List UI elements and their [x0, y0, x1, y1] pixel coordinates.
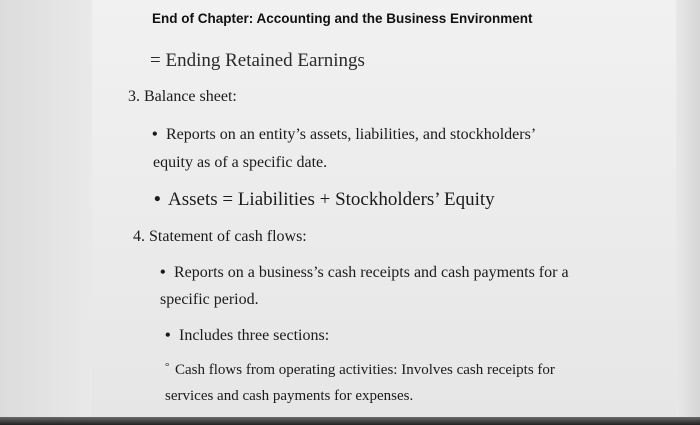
cash-flows-bullet-1	[160, 264, 569, 282]
bottom-shadow-strip	[0, 417, 700, 425]
accounting-equation-bullet	[154, 189, 495, 211]
balance-sheet-bullet-1-continued: equity as of a specific date.	[153, 154, 328, 171]
page-right-edge	[676, 0, 700, 425]
bullet-icon: •	[165, 327, 171, 344]
sub-bullet-text: Cash flows from operating activities: Involves cash receipts for	[175, 362, 555, 378]
cash-flows-bullet-1-continued: specific period.	[160, 291, 259, 308]
operating-activities-sub-bullet-continued: services and cash payments for expenses.	[165, 388, 414, 404]
cash-flows-bullet-2	[165, 327, 329, 345]
bullet-icon: •	[160, 264, 166, 281]
bullet-text: Assets = Liabilities + Stockholders’ Equity	[168, 189, 495, 210]
operating-activities-sub-bullet	[165, 362, 555, 379]
hollow-bullet-icon: °	[165, 361, 170, 373]
chapter-header: End of Chapter: Accounting and the Business Environment	[152, 11, 533, 26]
cash-flows-heading: 4. Statement of cash flows:	[133, 228, 307, 245]
balance-sheet-heading: 3. Balance sheet:	[128, 88, 237, 105]
bullet-text: Includes three sections:	[179, 327, 330, 344]
page-left-edge	[0, 0, 92, 425]
ending-retained-earnings-line: = Ending Retained Earnings	[150, 50, 365, 71]
bullet-icon: •	[152, 126, 158, 143]
balance-sheet-bullet-1	[152, 126, 536, 144]
bullet-text: Reports on a business’s cash receipts and cash payments for a	[174, 264, 569, 281]
bullet-icon: •	[154, 189, 161, 210]
bullet-text: Reports on an entity’s assets, liabilities, and stockholders’	[166, 126, 537, 143]
